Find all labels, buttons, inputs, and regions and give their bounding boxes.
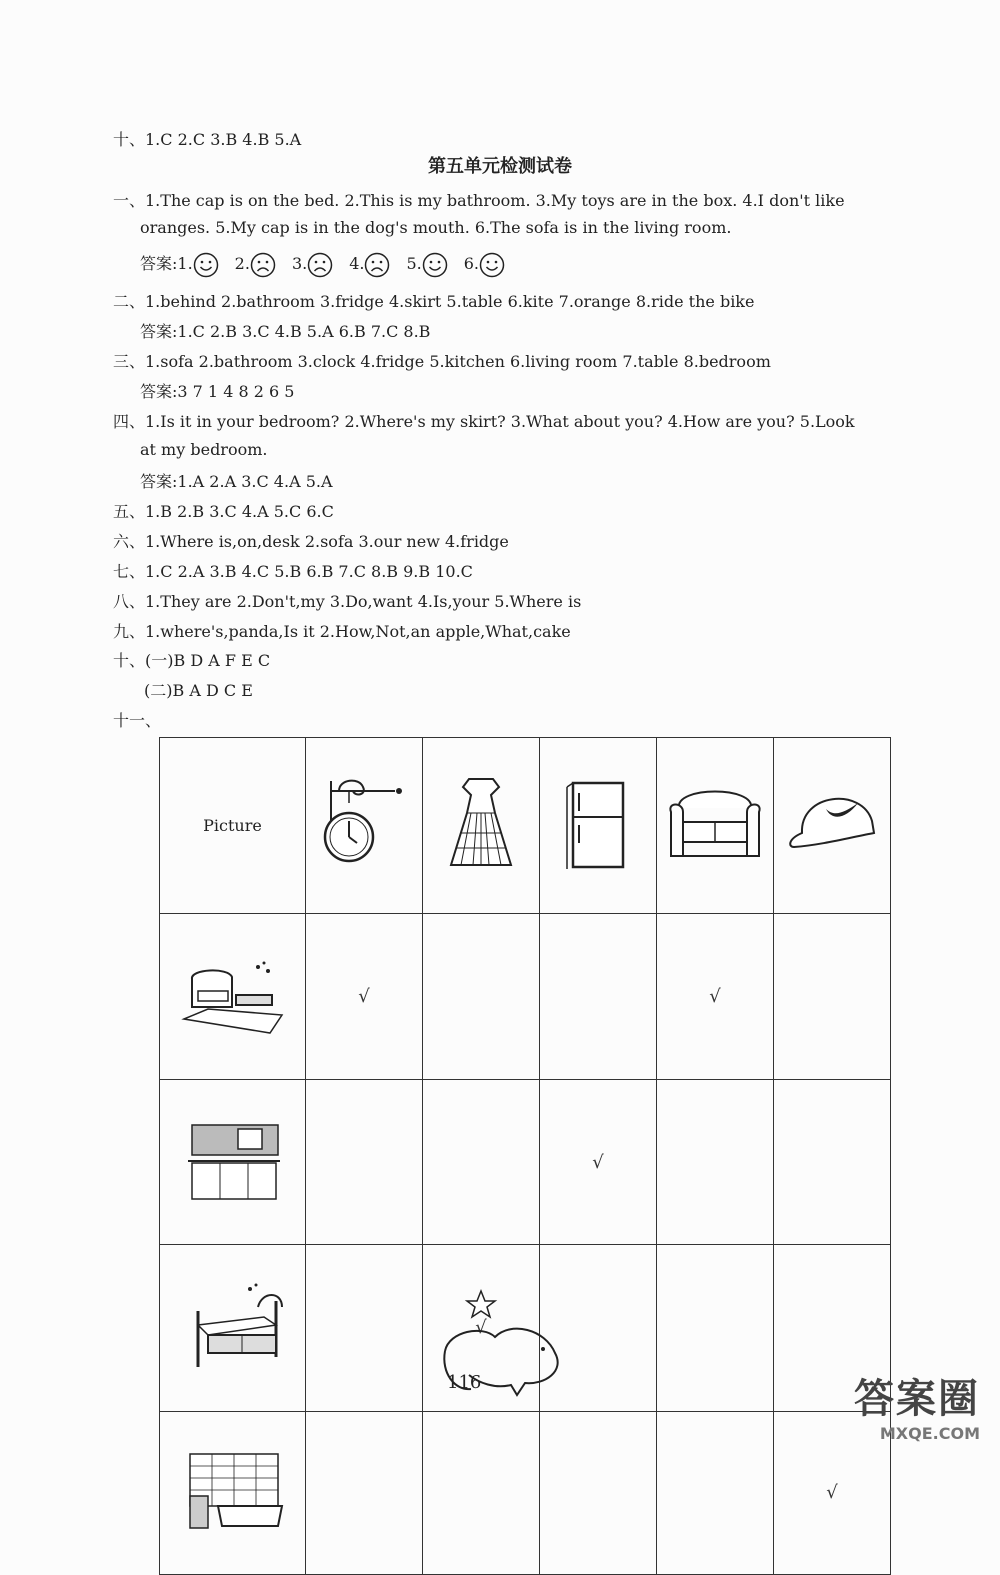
bedroom-icon [160, 1245, 306, 1411]
dress-icon [423, 738, 540, 914]
face-num-4: 4. [349, 254, 365, 273]
answer-line-4-key: 答案:1.A 2.A 3.C 4.A 5.A [140, 472, 333, 491]
face-num-1: 1. [177, 254, 193, 273]
face-num-2: 2. [234, 254, 250, 273]
check-mark: √ [826, 1482, 838, 1504]
answer-line-11: 十一、 [113, 711, 162, 730]
answer-line-6: 六、1.Where is,on,desk 2.sofa 3.our new 4.fridge [113, 532, 509, 551]
sad-face-icon [250, 252, 276, 278]
section-title: 第五单元检测试卷 [428, 156, 572, 177]
watermark-top: 答案圈 [854, 1376, 980, 1422]
watermark [854, 1367, 980, 1443]
faces-answer-line [140, 251, 521, 278]
clock-icon [306, 738, 423, 914]
answer-grid [159, 737, 890, 1575]
check-mark: √ [709, 986, 721, 1008]
cap-icon [774, 738, 891, 914]
answer-line-10b: 十、(一)B D A F E C [113, 651, 271, 670]
answer-line-1-cont: oranges. 5.My cap is in the dog's mouth. 6.The sofa is in the living room. [140, 218, 732, 237]
answer-line-4: 四、1.Is it in your bedroom? 2.Where's my skirt? 3.What about you? 4.How are you? 5.Look [113, 412, 855, 431]
answer-line-2: 二、1.behind 2.bathroom 3.fridge 4.skirt 5.table 6.kite 7.orange 8.ride the bike [113, 292, 755, 311]
check-mark: √ [475, 1317, 487, 1339]
page-number: 116 [447, 1372, 482, 1393]
face-num-5: 5. [406, 254, 422, 273]
answer-line-9: 九、1.where's,panda,Is it 2.How,Not,an apple,What,cake [113, 622, 571, 641]
kitchen-icon [160, 1080, 306, 1245]
smile-face-icon [193, 252, 219, 278]
answer-line-5: 五、1.B 2.B 3.C 4.A 5.C 6.C [113, 502, 334, 521]
smile-face-icon [479, 252, 505, 278]
sad-face-icon [307, 252, 333, 278]
answer-line-8: 八、1.They are 2.Don't,my 3.Do,want 4.Is,your 5.Where is [113, 592, 582, 611]
answer-line-3-key: 答案:3 7 1 4 8 2 6 5 [140, 382, 295, 401]
sofa-icon [657, 738, 774, 914]
bathroom-icon [160, 1411, 306, 1574]
living-room-icon [160, 913, 306, 1079]
face-num-3: 3. [291, 254, 308, 273]
answer-line-1: 一、1.The cap is on the bed. 2.This is my bathroom. 3.My toys are in the box. 4.I don't like [113, 191, 845, 210]
picture-header: Picture [160, 738, 306, 914]
answer-line-10b-2: (二)B A D C E [144, 681, 253, 700]
answer-label: 答案: [140, 254, 178, 273]
sad-face-icon [364, 252, 390, 278]
answer-line-7: 七、1.C 2.A 3.B 4.C 5.B 6.B 7.C 8.B 9.B 10.C [113, 562, 473, 581]
smile-face-icon [422, 252, 448, 278]
check-mark: √ [358, 986, 370, 1008]
face-num-6: 6. [463, 254, 479, 273]
watermark-bottom: MXQE.COM [879, 1424, 980, 1443]
check-mark: √ [592, 1151, 604, 1173]
answer-line-2-key: 答案:1.C 2.B 3.C 4.B 5.A 6.B 7.C 8.B [140, 322, 431, 341]
answer-line-3: 三、1.sofa 2.bathroom 3.clock 4.fridge 5.kitchen 6.living room 7.table 8.bedroom [113, 352, 771, 371]
fridge-icon [540, 738, 657, 914]
answer-line-4-cont: at my bedroom. [140, 440, 268, 459]
answer-line-10: 十、1.C 2.C 3.B 4.B 5.A [113, 130, 302, 149]
